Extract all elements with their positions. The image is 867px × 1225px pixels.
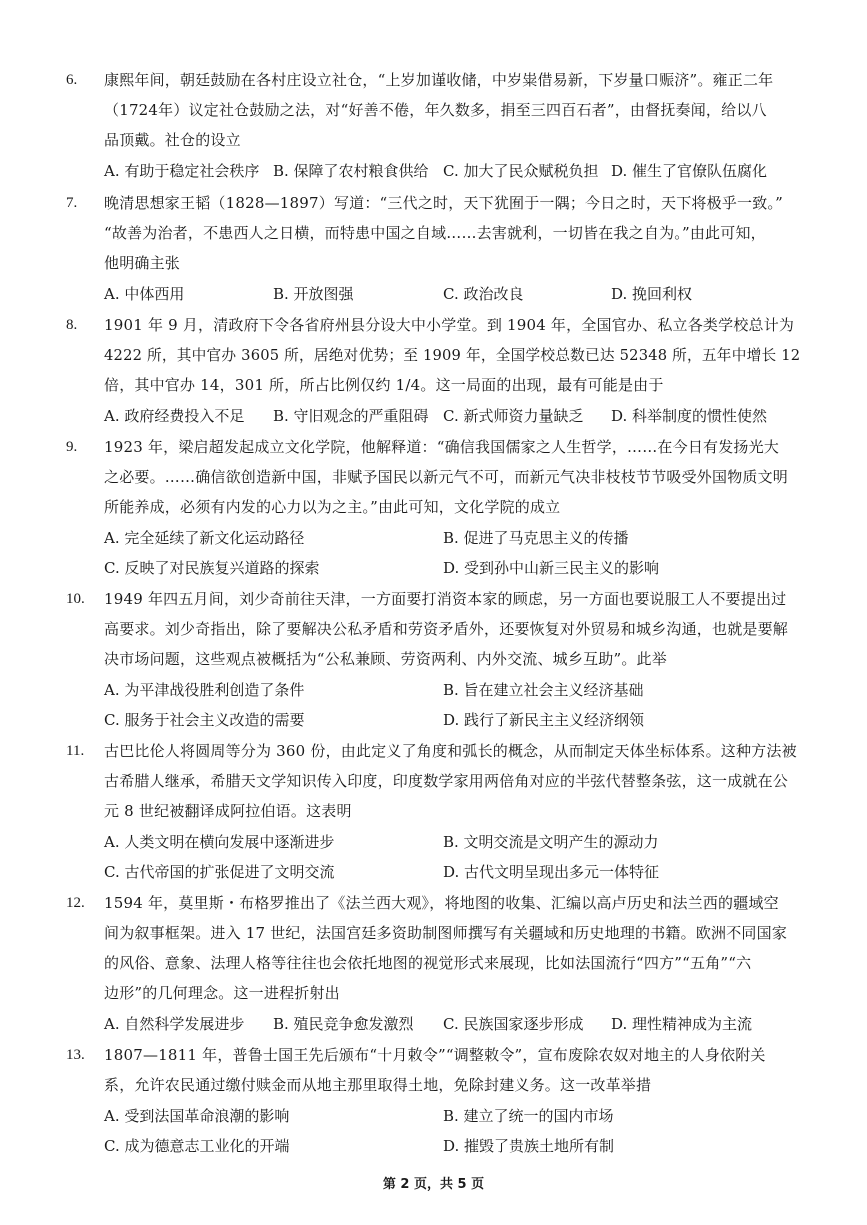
question-text-line: 1594 年，莫里斯・布格罗推出了《法兰西大观》，将地图的收集、汇编以高卢历史和法兰西的疆域空 [104,894,779,912]
option-c: C. 民族国家逐步形成 [443,1015,584,1033]
option-b: B. 促进了马克思主义的传播 [443,529,629,547]
option-b: B. 文明交流是文明产生的源动力 [443,833,659,851]
question-text-line: 间为叙事框架。进入 17 世纪，法国宫廷多资助制图师撰写有关疆域和历史地理的书籍。欧洲不同国家 [104,924,788,942]
question-text-line: 的风俗、意象、法理人格等往往也会依托地图的视觉形式来展现，比如法国流行“四方”“五角”“六 [104,954,752,972]
option-d: D. 摧毁了贵族土地所有制 [443,1137,615,1155]
question-number: 6. [66,72,78,88]
option-c: C. 新式师资力量缺乏 [443,407,584,425]
question-text-line: 古巴比伦人将圆周等分为 360 份，由此定义了角度和弧长的概念，从而制定天体坐标体系。这种方法被 [104,742,797,760]
option-a: A. 政府经费投入不足 [104,407,245,425]
option-b: B. 守旧观念的严重阻碍 [273,407,429,425]
page-footer: 第 2 页，共 5 页 [382,1177,485,1192]
question-text-line: 高要求。刘少奇指出，除了要解决公私矛盾和劳资矛盾外，还要恢复对外贸易和城乡沟通，也就是要解 [104,620,789,638]
question-number: 7. [66,195,78,211]
question-number: 9. [66,439,78,455]
question-text-line: 决市场问题，这些观点被概括为“公私兼顾、劳资两利、内外交流、城乡互助”。此举 [104,650,667,668]
option-c: C. 服务于社会主义改造的需要 [104,711,305,729]
option-d: D. 理性精神成为主流 [611,1015,753,1033]
option-b: B. 殖民竞争愈发激烈 [273,1015,414,1033]
option-a: A. 人类文明在横向发展中逐渐进步 [104,833,335,851]
question-number: 8. [66,317,78,333]
option-a: A. 受到法国革命浪潮的影响 [104,1107,290,1125]
option-d: D. 践行了新民主主义经济纲领 [443,711,645,729]
option-b: B. 开放图强 [273,285,354,303]
question-text-line: 1949 年四五月间，刘少奇前往天津，一方面要打消资本家的顾虑，另一方面也要说服工人不要提出过 [104,590,787,608]
question-number: 10. [66,591,85,607]
option-a: A. 自然科学发展进步 [104,1015,245,1033]
option-d: D. 科举制度的惯性使然 [611,407,768,425]
question-text-line: 所能养成，必须有内发的心力以为之主。”由此可知，文化学院的成立 [104,498,561,516]
option-d: D. 受到孙中山新三民主义的影响 [443,559,660,577]
question-text-line: 之必要。……确信欲创造新中国，非赋予国民以新元气不可，而新元气决非枝枝节节吸受外国物质文明 [104,468,789,486]
option-d: D. 挽回利权 [611,285,693,303]
question-text-line: “故善为治者，不患西人之日横，而特患中国之自域……去害就利，一切皆在我之自为。”由此可知， [104,224,766,242]
option-a: A. 有助于稳定社会秩序 [104,162,260,180]
option-b: B. 旨在建立社会主义经济基础 [443,681,644,699]
question-text-line: 他明确主张 [104,254,181,272]
question-number: 13. [66,1047,85,1063]
question-number: 11. [66,743,85,759]
option-d: D. 催生了官僚队伍腐化 [611,162,768,180]
question-number: 12. [66,895,85,911]
option-b: B. 建立了统一的国内市场 [443,1107,614,1125]
question-text-line: 元 8 世纪被翻译成阿拉伯语。这表明 [104,802,352,820]
question-text-line: 品顶戴。社仓的设立 [104,131,241,149]
question-text-line: 1923 年，梁启超发起成立文化学院，他解释道：“确信我国儒家之人生哲学，……在今日有发扬光大 [104,438,780,456]
question-text-line: （1724年）议定社仓鼓励之法，对“好善不倦，年久数多，捐至三四百石者”，由督抚奏闻，给以八 [104,101,767,119]
question-text-line: 晚清思想家王韬（1828—1897）写道：“三代之时，天下犹囿于一隅；今日之时，天下将极乎一致。” [104,194,783,212]
option-b: B. 保障了农村粮食供给 [273,162,429,180]
option-a: A. 中体西用 [104,285,185,303]
option-c: C. 古代帝国的扩张促进了文明交流 [104,863,335,881]
question-text-line: 系，允许农民通过缴付赎金而从地主那里取得土地，免除封建义务。这一改革举措 [104,1076,652,1094]
option-a: A. 完全延续了新文化运动路径 [104,529,305,547]
option-a: A. 为平津战役胜利创造了条件 [104,681,305,699]
question-text-line: 1901 年 9 月，清政府下令各省府州县分设大中小学堂。到 1904 年，全国官办、私立各类学校总计为 [104,316,795,334]
option-c: C. 反映了对民族复兴道路的探索 [104,559,320,577]
question-text-line: 古希腊人继承，希腊天文学知识传入印度，印度数学家用两倍角对应的半弦代替整条弦，这一成就在公 [104,772,789,790]
question-text-line: 康熙年间，朝廷鼓励在各村庄设立社仓，“上岁加谨收储，中岁粜借易新，下岁量口赈济”。雍正二年 [104,71,774,89]
question-text-line: 边形”的几何理念。这一进程折射出 [104,984,340,1002]
option-c: C. 成为德意志工业化的开端 [104,1137,290,1155]
question-text-line: 4222 所，其中官办 3605 所，居绝对优势；至 1909 年，全国学校总数已达 52348 所，五年中增长 12 [104,346,801,364]
option-c: C. 政治改良 [443,285,524,303]
question-text-line: 1807—1811 年，普鲁士国王先后颁布“十月敕令”“调整敕令”，宣布废除农奴对地主的人身依附关 [104,1046,766,1064]
option-d: D. 古代文明呈现出多元一体特征 [443,863,660,881]
option-c: C. 加大了民众赋税负担 [443,162,599,180]
question-text-line: 倍，其中官办 14，301 所，所占比例仅约 1/4。这一局面的出现，最有可能是由于 [104,376,664,394]
